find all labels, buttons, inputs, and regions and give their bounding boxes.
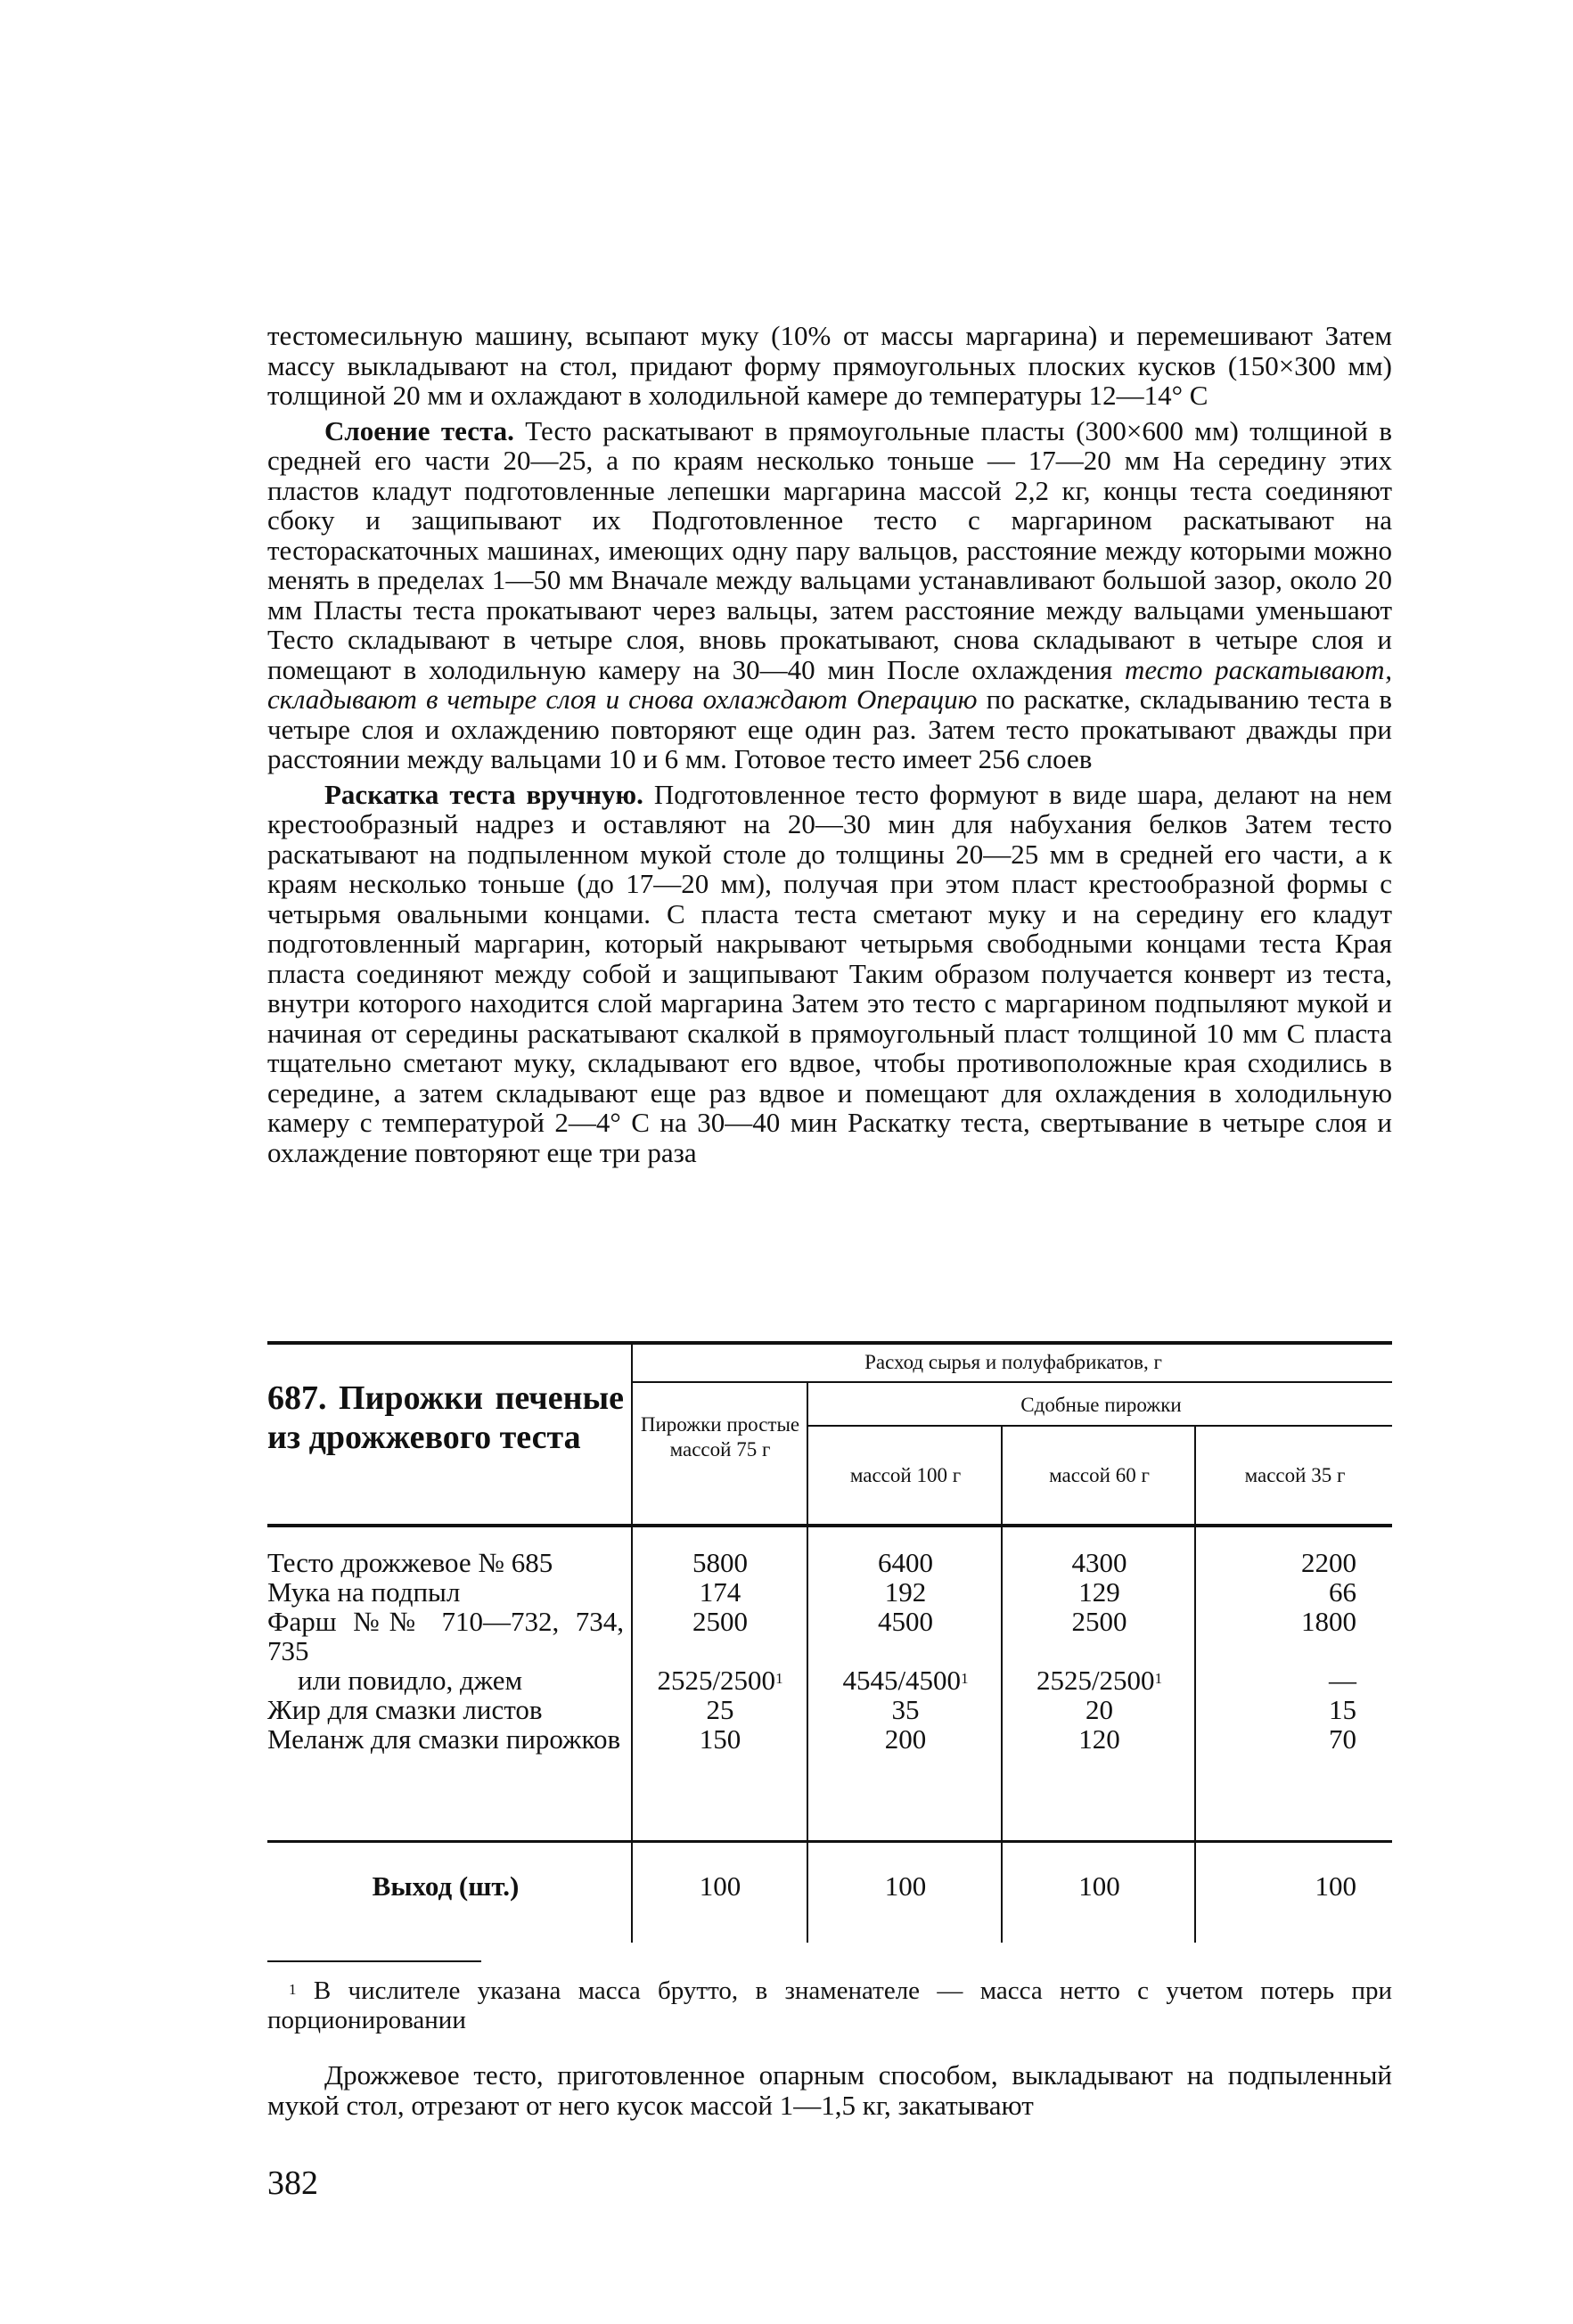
yield-label: Выход (шт.): [372, 1870, 520, 1902]
layering-italic: тесто раскатывают, складывают в четыре слоя и снова охлаждают Операцию: [267, 653, 1392, 715]
layering-text-2: по раскатке, складыванию теста в четыре слоя и охлаждению повторяют еще один раз. Затем тесто прокатывают дважды при расстоянии между вальцами 10 и 6 мм. Готовое тесто имеет 256 слоев: [267, 683, 1393, 774]
manual-paragraph: [267, 780, 1392, 1168]
cell-2-4: 66: [1329, 1576, 1356, 1608]
ingredient-row-6: Меланж для смазки пирожков: [267, 1723, 621, 1755]
cell-5-2: 35: [891, 1694, 920, 1725]
body-bottom-rule: [267, 1840, 1392, 1843]
footnote-mark: 1: [289, 1981, 297, 1998]
layering-heading: Слоение теста.: [324, 414, 514, 446]
cell-2-2: 192: [884, 1576, 927, 1608]
cell-5-3: 20: [1086, 1694, 1113, 1725]
page-number: 382: [267, 2164, 318, 2202]
cell-6-4: 70: [1329, 1723, 1356, 1755]
ingredient-row-3: Фарш №№ 710—732, 734, 735: [267, 1606, 624, 1666]
yield-2: 100: [884, 1870, 927, 1902]
col-header-2: массой 100 г: [849, 1464, 962, 1486]
table-top-rule: [267, 1341, 1392, 1345]
cell-5-4: 15: [1329, 1694, 1356, 1725]
header-line-2: [808, 1425, 1392, 1427]
yield-4: 100: [1315, 1870, 1356, 1902]
body-text: [267, 321, 1392, 1167]
cell-1-4: 2200: [1301, 1547, 1356, 1578]
cell-4-1: 2525/2500$^1$: [657, 1665, 783, 1696]
cell-6-2: 200: [884, 1723, 927, 1755]
cell-4-4: —: [1329, 1665, 1356, 1696]
closing-text: [267, 2060, 1392, 2120]
layering-paragraph: [267, 416, 1392, 774]
cell-4-2: 4545/4500$^1$: [842, 1665, 969, 1696]
col-line-4: [1194, 1425, 1196, 1943]
cell-6-3: 120: [1078, 1723, 1120, 1755]
col-header-3: массой 60 г: [1049, 1464, 1150, 1486]
cell-1-3: 4300: [1071, 1547, 1127, 1578]
intro-paragraph: тестомесильную машину, всыпают муку (10% от массы маргарина) и перемешивают Затем массу выкладывают на стол, придают форму прямоугольных плоских кусков (150×300 мм) толщиной 20 мм и охлаждают в холодильной камере до температуры 12—14° С: [267, 320, 1392, 411]
header-bottom-rule: [267, 1524, 1392, 1527]
ingredient-row-5: Жир для смазки листов: [267, 1694, 543, 1725]
yield-1: 100: [699, 1870, 741, 1902]
ingredient-row-2: Мука на подпыл: [267, 1576, 461, 1608]
cell-3-4: 1800: [1301, 1606, 1356, 1637]
footnote: [267, 1976, 1392, 2035]
layering-text-1: Тесто раскатывают в прямоугольные пласты (300×600 мм) толщиной в средней его части 20—25, а по краям несколько тоньше — 17—20 мм На середину этих пластов кладут подготовленные лепешки маргарина массой 2,2 кг, концы теста соединяют сбоку и защипывают их Подготовленное тесто с маргарином раскатывают на тестораскаточных машинах, имеющих одну пару вальцов, расстояние между которыми можно менять в пределах 1—50 мм Вначале между вальцами устанавливают большой зазор, около 20 мм Пласты теста прокатывают через вальцы, затем расстояние между вальцами уменьшают Тесто складывают в четыре слоя, вновь прокатывают, снова складывают в четыре слоя и помещают в холодильную камеру на 30—40 мин После охлаждения: [267, 414, 1392, 685]
cell-1-1: 5800: [692, 1547, 748, 1578]
ingredient-row-1: Тесто дрожжевое № 685: [267, 1547, 553, 1578]
header-line-1: [633, 1381, 1392, 1383]
footnote-text: В числителе указана масса брутто, в знаменателе — масса нетто с учетом потерь при порционировании: [267, 1976, 1393, 2034]
col-header-4: массой 35 г: [1244, 1464, 1346, 1486]
yield-3: 100: [1078, 1870, 1120, 1902]
header-sdobnye: Сдобные пирожки: [1020, 1394, 1182, 1416]
col-line-1: [631, 1341, 633, 1943]
col-header-1: Пирожки простые массой 75 г: [640, 1413, 800, 1461]
cell-4-3: 2525/2500$^1$: [1036, 1665, 1163, 1696]
footnote-rule: [267, 1960, 481, 1962]
ingredient-row-4: или повидло, джем: [298, 1665, 523, 1696]
header-top: Расход сырья и полуфабрикатов, г: [864, 1351, 1162, 1373]
cell-3-1: 2500: [692, 1606, 748, 1637]
cell-1-2: 6400: [878, 1547, 933, 1578]
recipe-title: 687. Пирожки печеные из дрожжевого теста: [267, 1379, 624, 1456]
manual-text: Подготовленное тесто формуют в виде шара, делают на нем крестообразный надрез и оставляют на 20—30 мин для набухания белков Затем тесто раскатывают на подпыленном мукой столе до толщины 20—25 мм в средней его части, а к краям несколько тоньше (до 17—20 мм), получая при этом пласт крестообразной формы с четырьмя овальными концами. С пласта теста сметают муку и на середину его кладут подготовленный маргарин, который накрывают четырьмя свободными концами теста Края пласта соединяют между собой и защипывают Таким образом получается конверт из теста, внутри которого находится слой маргарина Затем это тесто с маргарином подпыляют мукой и начиная от середины раскатывают скалкой в прямоугольный пласт толщиной 10 мм С пласта тщательно сметают муку, складывают его вдвое, чтобы противоположные края сходились в середине, а затем складывают еще раз вдвое и помещают для охлаждения в холодильную камеру с температурой 2—4° С на 30—40 мин Раскатку теста, свертывание в четыре слоя и охлаждение повторяют еще три раза: [267, 778, 1392, 1168]
cell-2-1: 174: [699, 1576, 741, 1608]
cell-3-2: 4500: [878, 1606, 933, 1637]
col-line-3: [1001, 1425, 1003, 1943]
recipe-table: [267, 1341, 1392, 1943]
cell-2-3: 129: [1078, 1576, 1120, 1608]
col-line-2: [807, 1381, 808, 1943]
cell-3-3: 2500: [1071, 1606, 1127, 1637]
closing-paragraph: Дрожжевое тесто, приготовленное опарным способом, выкладывают на подпыленный мукой стол, отрезают от него кусок массой 1—1,5 кг, закатывают: [267, 2059, 1392, 2121]
cell-6-1: 150: [699, 1723, 741, 1755]
cell-5-1: 25: [706, 1694, 734, 1725]
manual-heading: Раскатка теста вручную.: [324, 778, 643, 810]
